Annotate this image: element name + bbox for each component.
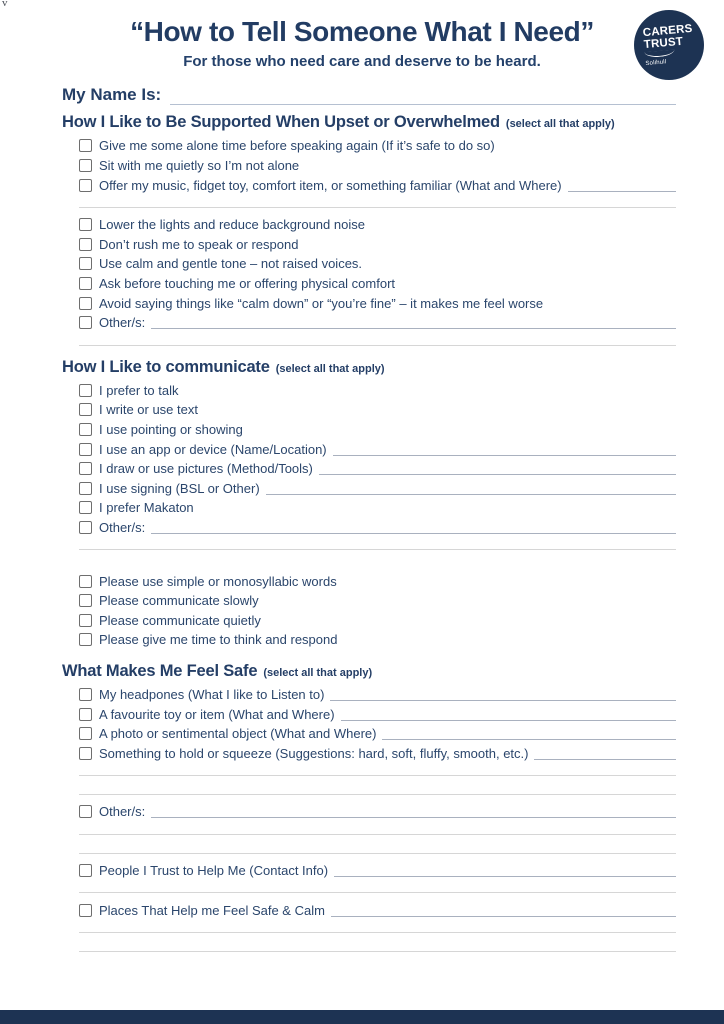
checkbox-row (62, 724, 676, 744)
checkbox-row (62, 630, 676, 650)
logo-line2: TRUST (643, 34, 684, 51)
checkbox[interactable] (79, 575, 92, 588)
checkbox[interactable] (79, 159, 92, 172)
corner-mark: v (2, 0, 8, 9)
checkbox[interactable] (79, 384, 92, 397)
checkbox[interactable] (79, 727, 92, 740)
write-in-line[interactable] (333, 443, 676, 456)
checkbox[interactable] (79, 277, 92, 290)
write-in-line-full[interactable] (79, 775, 676, 776)
name-input-line[interactable] (170, 88, 676, 105)
checkbox[interactable] (79, 747, 92, 760)
checkbox[interactable] (79, 904, 92, 917)
page-header (0, 0, 724, 70)
section-title: How I Like to Be Supported When Upset or Overwhelmed (62, 113, 500, 132)
checkbox-label: Other/s: (99, 315, 146, 331)
checkbox[interactable] (79, 501, 92, 514)
checkbox-label: Sit with me quietly so I’m not alone (99, 158, 300, 174)
checkbox-row (62, 274, 676, 294)
logo-region: Solihull (645, 58, 667, 67)
checkbox-row (62, 571, 676, 591)
write-in-line-full[interactable] (79, 549, 676, 550)
checkbox-label: I prefer Makaton (99, 500, 194, 516)
write-in-line[interactable] (319, 462, 676, 475)
checkbox-label: Ask before touching me or offering physical comfort (99, 276, 396, 292)
logo-line1: CARERS (642, 22, 694, 39)
checkbox-label: I use pointing or showing (99, 422, 243, 438)
checkbox-row (62, 610, 676, 630)
checkbox[interactable] (79, 482, 92, 495)
checkbox-row (62, 861, 676, 881)
write-in-line-full[interactable] (79, 932, 676, 933)
write-in-line[interactable] (151, 316, 676, 329)
checkbox-row (62, 685, 676, 705)
checkbox-label: Offer my music, fidget toy, comfort item, or something familiar (What and Where) (99, 177, 562, 193)
checkbox[interactable] (79, 708, 92, 721)
checkbox-label: I use an app or device (Name/Location) (99, 441, 327, 457)
checkbox-label: Give me some alone time before speaking again (If it’s safe to do so) (99, 138, 495, 154)
name-field-row (62, 83, 676, 105)
checkbox[interactable] (79, 257, 92, 270)
checkbox-label: Something to hold or squeeze (Suggestions: hard, soft, fluffy, smooth, etc.) (99, 745, 529, 761)
checkbox[interactable] (79, 218, 92, 231)
checkbox-row (62, 254, 676, 274)
section-heading (62, 113, 676, 132)
form-section (62, 358, 676, 650)
checkbox-label: Other/s: (99, 804, 146, 820)
checkbox-row (62, 215, 676, 235)
checkbox-label: Avoid saying things like “calm down” or “you’re fine” – it makes me feel worse (99, 295, 544, 311)
checkbox[interactable] (79, 316, 92, 329)
checkbox-label: I prefer to talk (99, 382, 179, 398)
section-title: How I Like to communicate (62, 357, 270, 376)
page-subtitle: For those who need care and deserve to be heard. (183, 53, 541, 71)
checkbox[interactable] (79, 864, 92, 877)
checkbox[interactable] (79, 633, 92, 646)
checkbox[interactable] (79, 462, 92, 475)
checkbox[interactable] (79, 238, 92, 251)
write-in-line-full[interactable] (79, 951, 676, 952)
write-in-line[interactable] (151, 521, 676, 534)
checkbox-row (62, 293, 676, 313)
checkbox[interactable] (79, 443, 92, 456)
section-heading (62, 358, 676, 377)
write-in-line[interactable] (534, 747, 676, 760)
checkbox-label: Use calm and gentle tone – not raised voices. (99, 256, 363, 272)
section-note: (select all that apply) (263, 666, 373, 679)
checkbox[interactable] (79, 297, 92, 310)
checkbox-label: I draw or use pictures (Method/Tools) (99, 461, 313, 477)
checkbox[interactable] (79, 521, 92, 534)
checkbox-row (62, 704, 676, 724)
checkbox-row (62, 136, 676, 156)
footer-bar (0, 1010, 724, 1024)
checkbox-row (62, 381, 676, 401)
checkbox-row (62, 439, 676, 459)
write-in-line[interactable] (382, 727, 676, 740)
checkbox[interactable] (79, 423, 92, 436)
section-note: (select all that apply) (275, 362, 385, 375)
form-section (62, 662, 676, 952)
checkbox-row (62, 591, 676, 611)
checkbox[interactable] (79, 688, 92, 701)
checkbox-row (62, 802, 676, 822)
section-heading (62, 662, 676, 681)
name-field-label: My Name Is: (62, 85, 162, 105)
write-in-line-full[interactable] (79, 345, 676, 346)
checkbox-label: Places That Help me Feel Safe & Calm (99, 902, 325, 918)
write-in-line[interactable] (568, 179, 676, 192)
checkbox-label: My headpones (What I like to Listen to) (99, 686, 325, 702)
checkbox-label: Other/s: (99, 519, 146, 535)
page-title: “How to Tell Someone What I Need” (130, 16, 594, 47)
form-section (62, 113, 676, 345)
checkbox-row (62, 156, 676, 176)
write-in-line[interactable] (151, 805, 676, 818)
write-in-line[interactable] (330, 688, 676, 701)
checkbox-label: A favourite toy or item (What and Where) (99, 706, 335, 722)
form-body (62, 83, 676, 952)
checkbox-row (62, 498, 676, 518)
checkbox-label: Please communicate slowly (99, 593, 259, 609)
write-in-line[interactable] (334, 864, 676, 877)
checkbox-row (62, 420, 676, 440)
checkbox-label: Please communicate quietly (99, 612, 261, 628)
checkbox-row (62, 459, 676, 479)
section-title: What Makes Me Feel Safe (62, 661, 258, 680)
write-in-line-full[interactable] (79, 853, 676, 854)
write-in-line[interactable] (331, 904, 676, 917)
checkbox[interactable] (79, 403, 92, 416)
write-in-line[interactable] (341, 708, 676, 721)
checkbox[interactable] (79, 614, 92, 627)
checkbox-label: Don’t rush me to speak or respond (99, 236, 299, 252)
write-in-line-full[interactable] (79, 207, 676, 208)
checkbox-label: Lower the lights and reduce background noise (99, 217, 365, 233)
logo-text-group (643, 23, 696, 66)
checkbox-label: A photo or sentimental object (What and Where) (99, 726, 377, 742)
checkbox[interactable] (79, 179, 92, 192)
checkbox-row (62, 235, 676, 255)
checkbox-label: Please use simple or monosyllabic words (99, 573, 337, 589)
write-in-line-full[interactable] (79, 892, 676, 893)
section-note: (select all that apply) (505, 118, 615, 131)
write-in-line-full[interactable] (79, 794, 676, 795)
checkbox-label: People I Trust to Help Me (Contact Info) (99, 862, 329, 878)
checkbox-row (62, 900, 676, 920)
checkbox[interactable] (79, 139, 92, 152)
checkbox[interactable] (79, 805, 92, 818)
sections-container (62, 113, 676, 952)
checkbox-label: I use signing (BSL or Other) (99, 480, 260, 496)
checkbox-row (62, 313, 676, 333)
carers-trust-logo (634, 10, 704, 80)
checkbox-row (62, 175, 676, 195)
checkbox[interactable] (79, 594, 92, 607)
checkbox-label: Please give me time to think and respond (99, 632, 338, 648)
checkbox-row (62, 400, 676, 420)
checkbox-row (62, 743, 676, 763)
checkbox-row (62, 518, 676, 538)
write-in-line[interactable] (266, 482, 676, 495)
checkbox-row (62, 479, 676, 499)
checkbox-label: I write or use text (99, 402, 198, 418)
spacer (62, 557, 676, 571)
write-in-line-full[interactable] (79, 834, 676, 835)
